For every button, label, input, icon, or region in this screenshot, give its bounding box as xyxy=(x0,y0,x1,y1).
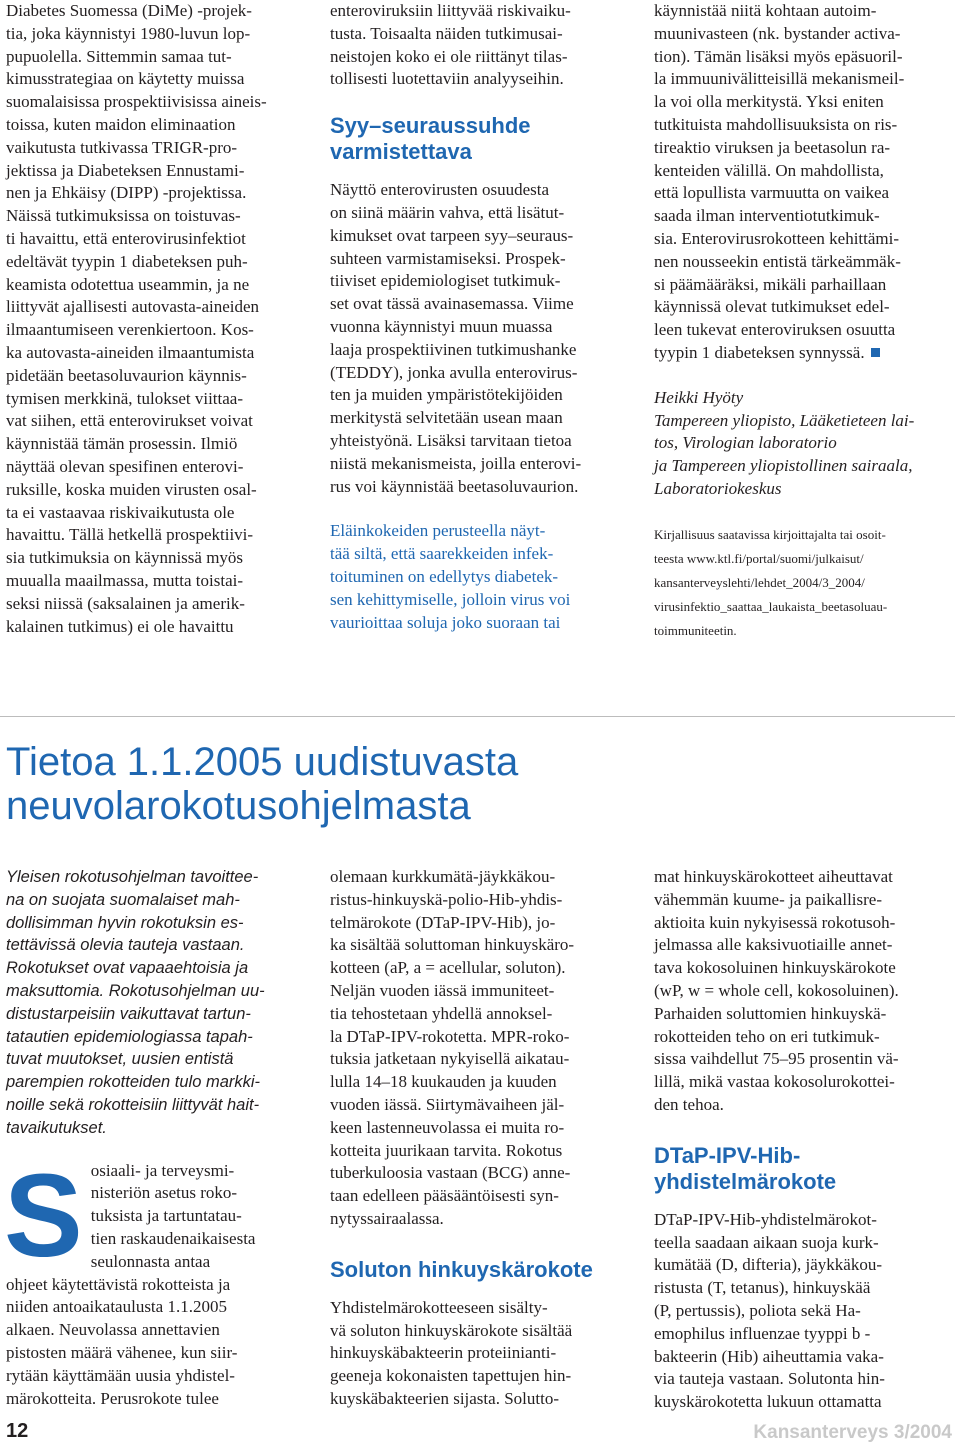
text-line: kuyskärokotetta lukuun ottamatta xyxy=(654,1392,882,1412)
text-line: maksuttomia. Rokotusohjelman uu- xyxy=(6,981,265,1000)
text-line: emophilus influenzae tyyppi b - xyxy=(654,1323,871,1343)
text-line: pistosten määrä vähenee, kun siir- xyxy=(6,1342,238,1362)
text-line: tää siltä, että saarekkeiden infek- xyxy=(330,544,554,564)
text-line: Tietoa 1.1.2005 uudistuvasta xyxy=(6,740,519,784)
text-line: muunivasteen (nk. bystander activa- xyxy=(654,23,901,43)
article-headline xyxy=(6,740,518,828)
text-line: käynnissä olevat tutkimukset edel- xyxy=(654,297,890,317)
text-line: la voi olla merkitystä. Yksi eniten xyxy=(654,92,884,112)
text-line: tien raskaudenaikaisesta xyxy=(90,1228,256,1248)
text-line: na on suojata suomalaiset mah- xyxy=(6,890,240,909)
text-line: tiiviset epidemiologiset tutkimuk- xyxy=(330,271,561,291)
text-line: vähemmän kuume- ja paikallisre- xyxy=(654,889,882,909)
text-line: vuonna käynnistyi muun muassa xyxy=(330,316,553,336)
text-line: telmärokote (DTaP-IPV-Hib), jo- xyxy=(330,912,556,932)
text-line: ten ja muiden ympäristötekijöiden xyxy=(330,385,563,405)
text-line: kenteiden välillä. On mahdollista, xyxy=(654,160,884,180)
text-line: Näyttö enterovirusten osuudesta xyxy=(330,180,550,200)
text-line: virusinfektio_saattaa_laukaista_beetasoluau- xyxy=(654,598,888,614)
top-column-2 xyxy=(330,0,630,634)
section-heading-soluton-hinkuyskarokote xyxy=(330,1257,630,1283)
text-line: tireaktio viruksen ja beetasolun ra- xyxy=(654,137,891,157)
article-col1-rest xyxy=(6,1274,306,1411)
section-heading-dtap-ipv-hib xyxy=(654,1143,954,1195)
text-line: neistojen koko ei ole riittänyt tilas- xyxy=(330,46,568,66)
text-line: la DTaP-IPV-rokotetta. MPR-roko- xyxy=(330,1026,570,1046)
text-line: ristusta (T, tetanus), hinkuyskää xyxy=(654,1278,871,1298)
text-line: DTaP-IPV-Hib-yhdistelmärokot- xyxy=(654,1209,877,1229)
text-line: Diabetes Suomessa (DiMe) -projek- xyxy=(6,1,252,20)
text-line: kotteita juurikaan tarvita. Rokotus xyxy=(330,1140,563,1160)
text-line: Parhaiden soluttomien hinkuyskä- xyxy=(654,1003,887,1023)
drop-cap-letter: S xyxy=(4,1149,83,1282)
text-line: vaikutusta tutkivassa TRIGR-pro- xyxy=(6,137,238,157)
text-line: tuksia jatketaan nykyisellä aikatau- xyxy=(330,1049,570,1069)
text-line: den tehoa. xyxy=(654,1094,724,1114)
text-line: ka sisältää soluttoman hinkuyskäro- xyxy=(330,935,575,955)
text-line: (wP, w = whole cell, kokosoluinen). xyxy=(654,980,899,1000)
text-line: tion). Tämän lisäksi myös epäsuoril- xyxy=(654,46,903,66)
text-line: lulla 14–18 kuukauden ja kuuden xyxy=(330,1072,557,1092)
text-line: Näissä tutkimuksissa on toistuvas- xyxy=(6,206,241,226)
text-line: käynnistää tämän prosessin. Ilmiö xyxy=(6,434,238,454)
end-mark-icon xyxy=(871,348,880,357)
text-line: kansanterveyslehti/lehdet_2004/3_2004/ xyxy=(654,574,865,590)
text-line: ja Tampereen yliopistollinen sairaala, xyxy=(654,456,913,476)
text-line: käynnistää niitä kohtaan autoim- xyxy=(654,1,877,20)
text-line: sen kehittymiselle, jolloin virus voi xyxy=(330,589,571,609)
text-line: via tauteja vastaan. Solutonta hin- xyxy=(654,1369,885,1389)
section-heading-syy-seuraussuhde xyxy=(330,113,630,165)
text-line: rokotteiden teho on eri tutkimuk- xyxy=(654,1026,880,1046)
text-line: keamista odotettua useammin, ja ne xyxy=(6,274,250,294)
text-line: nisteriön asetus roko- xyxy=(90,1183,238,1203)
article-col3-paragraph-2 xyxy=(654,1209,954,1414)
article-body-start xyxy=(4,1149,306,1411)
text-line: yhdistelmärokote xyxy=(654,1168,837,1194)
text-line: Neljän vuoden iässä immuniteet- xyxy=(330,980,555,1000)
text-line: pidetään beetasoluvaurion käynnis- xyxy=(6,365,247,385)
text-line: DTaP-IPV-Hib- xyxy=(654,1142,801,1168)
article-column-3 xyxy=(654,866,954,1414)
text-line: havaittu. Tällä hetkellä prospektiivi- xyxy=(6,525,254,545)
text-line: tyypin 1 diabeteksen synnyssä. xyxy=(654,342,954,365)
text-line: Heikki Hyöty xyxy=(654,387,744,407)
text-line: aktioita kuin nykyisessä rokotusoh- xyxy=(654,912,896,932)
text-line: merkitystä selvitetään usean maan xyxy=(330,408,563,428)
text-line: toituminen on edellytys diabetek- xyxy=(330,566,559,586)
references-note xyxy=(654,523,954,643)
text-line: taan edelleen pääsääntöisesti syn- xyxy=(330,1186,559,1206)
text-line: (P, pertussis), poliota sekä Ha- xyxy=(654,1300,861,1320)
text-line: sia. Enterovirusrokotteen kehittämi- xyxy=(654,228,900,248)
text-line: liittyvät ajallisesti autovasta-aineiden xyxy=(6,297,260,317)
text-line: seksi niissä (saksalainen ja amerik- xyxy=(6,593,245,613)
text-line: että lopullista varmuutta on vaikea xyxy=(654,183,890,203)
top-col2-paragraph-2 xyxy=(330,179,630,498)
text-line: rytään käyttämään uusia yhdistel- xyxy=(6,1365,235,1385)
text-line: teella saadaan aikaan suoja kurk- xyxy=(654,1232,879,1252)
text-line: lillä, mikä vastaa kokosolurokottei- xyxy=(654,1072,895,1092)
text-line: osiaali- ja terveysmi- xyxy=(90,1160,235,1180)
text-line: set ovat tässä avainasemassa. Viime xyxy=(330,294,574,314)
text-line: tollisesti luotettaviin analyyseihin. xyxy=(330,69,564,89)
text-line: ta ei vastaavaa riskivaikutusta ole xyxy=(6,502,235,522)
text-line: tutkituista mahdollisuuksista on ris- xyxy=(654,114,898,134)
text-line: hinkuyskäbakteerin proteiinianti- xyxy=(330,1343,557,1363)
text-line: vaurioittaa soluja joko suoraan tai xyxy=(330,612,561,632)
text-line: märokotteita. Perusrokote tulee xyxy=(6,1388,219,1408)
text-line: jektissa ja Diabeteksen Ennustami- xyxy=(6,160,245,180)
text-line: on siinä määrin vahva, että lisätut- xyxy=(330,202,565,222)
top-col1-paragraph xyxy=(6,0,306,638)
text-line: tuvat muutokset, uusien entistä xyxy=(6,1050,234,1069)
text-line: kumätää (D, difteria), jäykkäkou- xyxy=(654,1255,882,1275)
text-line: niistä mekanismeista, joilla enterovi- xyxy=(330,453,582,473)
top-column-3 xyxy=(654,0,954,643)
text-line: ohjeet käytettävistä rokotteista ja xyxy=(6,1274,231,1294)
article-column-1 xyxy=(6,866,306,1410)
text-line: Yhdistelmärokotteeseen sisälty- xyxy=(330,1297,548,1317)
text-line: Kirjallisuus saatavissa kirjoittajalta tai osoit- xyxy=(654,526,886,542)
text-line: nen ja Ehkäisy (DIPP) -projektissa. xyxy=(6,183,247,203)
text-line: olemaan kurkkumätä-jäykkäkou- xyxy=(330,867,556,886)
text-line: varmistettava xyxy=(330,139,472,165)
text-line: suhteen varmistamiseksi. Prospek- xyxy=(330,248,566,268)
text-line: seulonnasta antaa xyxy=(90,1251,211,1271)
text-line: niiden antoaikataulusta 1.1.2005 xyxy=(6,1297,227,1317)
page-number: 12 xyxy=(6,1420,29,1442)
text-line: sissa vaihdellut 75–95 prosentin vä- xyxy=(654,1049,899,1069)
text-line: tatautien epidemiologiassa tapah- xyxy=(6,1027,253,1046)
article-lead xyxy=(6,866,306,1140)
top-col2-paragraph-3 xyxy=(330,520,630,634)
article-col2-paragraph-1 xyxy=(330,866,630,1231)
text-line: edeltävät tyypin 1 diabeteksen puh- xyxy=(6,251,248,271)
text-line: tusta. Toisaalta näiden tutkimusai- xyxy=(330,23,563,43)
text-line: Soluton hinkuyskärokote xyxy=(330,1256,593,1282)
text-line: toimmuniteetin. xyxy=(654,622,737,638)
article-column-2 xyxy=(330,866,630,1411)
text-line: leen tukevat enteroviruksen osuutta xyxy=(654,320,896,340)
text-line: mat hinkuyskärokotteet aiheuttavat xyxy=(654,867,893,886)
author-info xyxy=(654,387,954,501)
top-col3-paragraph xyxy=(654,0,954,365)
text-line: Syy–seuraussuhde xyxy=(330,113,531,139)
text-line: tia, joka käynnistyi 1980-luvun lop- xyxy=(6,23,251,43)
top-column-1 xyxy=(6,0,306,638)
text-line: Tampereen yliopisto, Lääketieteen lai- xyxy=(654,410,915,430)
text-line: keen lastenneuvolassa ei muita ro- xyxy=(330,1117,565,1137)
text-line: si päämääräksi, mikäli parhaillaan xyxy=(654,274,887,294)
text-line: jelmassa alle kaksivuotiaille annet- xyxy=(654,935,893,955)
text-line: tuksista ja tartuntatau- xyxy=(90,1206,242,1226)
text-line: tymisen merkkinä, tulokset viittaa- xyxy=(6,388,244,408)
text-line: kalainen tutkimus) ei ole havaittu xyxy=(6,616,234,636)
magazine-name: Kansanterveys 3/2004 xyxy=(753,1422,952,1443)
text-line: parempien rokotteiden tulo markki- xyxy=(6,1073,261,1092)
text-line: ruksille, koska muiden virusten osal- xyxy=(6,479,257,499)
text-line: Yleisen rokotusohjelman tavoittee- xyxy=(6,868,259,886)
text-line: ilmaantumiseen verenkiertoon. Kos- xyxy=(6,320,254,340)
text-line: dollisimman hyvin rokotuksin es- xyxy=(6,913,244,932)
text-line: kotteen (aP, a = acellular, soluton). xyxy=(330,958,566,978)
text-line: tia tehostetaan yhdellä annoksel- xyxy=(330,1003,553,1023)
text-line: ristus-hinkuyskä-polio-Hib-yhdis- xyxy=(330,889,563,909)
text-line: toissa, kuten maidon eliminaation xyxy=(6,114,236,134)
text-line: Laboratoriokeskus xyxy=(654,478,782,498)
text-line: enteroviruksiin liittyvää riskivaiku- xyxy=(330,1,571,20)
text-line: yhteistyönä. Lisäksi tarvitaan tietoa xyxy=(330,430,572,450)
text-line: nen nousseekin entistä tärkeämmäk- xyxy=(654,251,901,271)
text-line: kimukset ovat tarpeen syy–seuraus- xyxy=(330,225,574,245)
article-col2-paragraph-2 xyxy=(330,1297,630,1411)
text-line: pupuolella. Sittemmin samaa tut- xyxy=(6,46,232,66)
text-line: tuberkuloosia vastaan (BCG) anne- xyxy=(330,1163,571,1183)
text-line: tava kokosoluinen hinkuyskärokote xyxy=(654,958,896,978)
article-col3-paragraph-1 xyxy=(654,866,954,1117)
text-line: vat siihen, että enterovirukset voivat xyxy=(6,411,253,431)
text-line: näyttää olevan spesifinen enterovi- xyxy=(6,456,244,476)
section-divider xyxy=(0,716,955,717)
text-line: kuyskäbakteerien sijasta. Solutto- xyxy=(330,1388,559,1408)
text-line: Eläinkokeiden perusteella näyt- xyxy=(330,521,546,541)
text-line: la immuunivälitteisillä mekanismeil- xyxy=(654,69,905,89)
text-line: tettävissä olevia tauteja vastaan. xyxy=(6,936,245,955)
text-line: ti havaittu, että enterovirusinfektiot xyxy=(6,228,246,248)
text-line: alkaen. Neuvolassa annettavien xyxy=(6,1320,220,1340)
text-line: ka autovasta-aineiden ilmaantumista xyxy=(6,342,255,362)
text-line: neuvolarokotusohjelmasta xyxy=(6,784,471,828)
text-line: noille sekä rokotteisiin liittyvät hait- xyxy=(6,1095,260,1114)
text-line: Rokotukset ovat vapaaehtoisia ja xyxy=(6,959,249,978)
text-line: bakteerin (Hib) aiheuttamia vaka- xyxy=(654,1346,884,1366)
text-line: vä soluton hinkuyskärokote sisältää xyxy=(330,1320,573,1340)
text-line: (TEDDY), jonka avulla enterovirus- xyxy=(330,362,578,382)
text-line: distustarpeisiin vaikuttavat tartun- xyxy=(6,1004,251,1023)
text-line: saada ilman interventiotutkimuk- xyxy=(654,206,880,226)
text-line: kimusstrategiaa on käytetty muissa xyxy=(6,69,245,89)
text-line: nytyssairaalassa. xyxy=(330,1208,444,1228)
text-line: rus voi käynnistää beetasoluvaurion. xyxy=(330,476,579,496)
text-line: tavaikutukset. xyxy=(6,1118,107,1137)
text-line: suomalaisissa prospektiivisissa aineis- xyxy=(6,92,267,112)
text-line: vuoden iässä. Siirtymävaiheen jäl- xyxy=(330,1094,565,1114)
text-line: muualla maailmassa, mutta toistai- xyxy=(6,570,243,590)
text-line: geeneja kokonaisten tapettujen hin- xyxy=(330,1366,572,1386)
text-line: tos, Virologian laboratorio xyxy=(654,433,837,453)
text-line: laaja prospektiivinen tutkimushanke xyxy=(330,339,577,359)
top-col2-paragraph-1 xyxy=(330,0,630,91)
text-line: teesta www.ktl.fi/portal/suomi/julkaisut/ xyxy=(654,550,864,566)
text-line: sia tutkimuksia on käynnissä myös xyxy=(6,548,244,568)
